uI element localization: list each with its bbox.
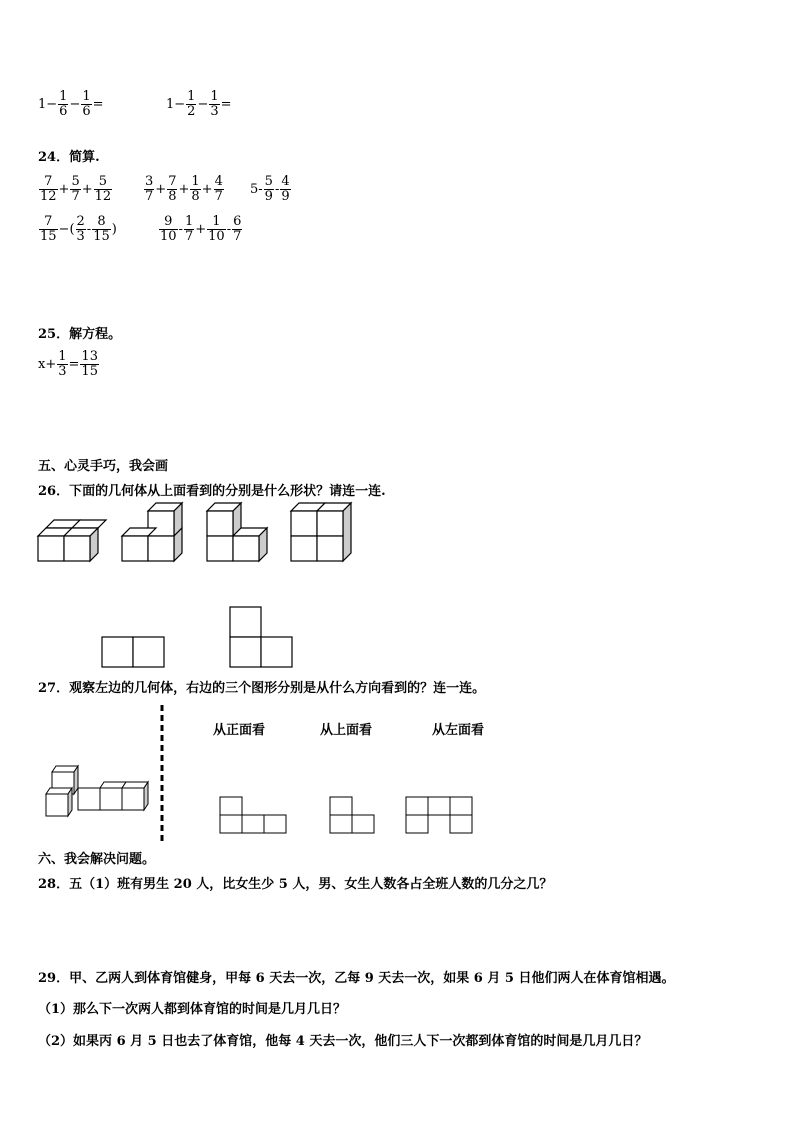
operator: - [178, 222, 183, 237]
equals-sign: = [92, 97, 104, 112]
fraction [70, 175, 80, 204]
numerator: 1 [58, 349, 67, 364]
operator: + [178, 182, 190, 197]
q24-expr-4 [38, 215, 117, 244]
numerator: 2 [76, 214, 85, 229]
fraction [207, 215, 226, 244]
q28-title: 28．五（1）班有男生 20 人，比女生少 5 人，男、女生人数各占全班人数的几分之几？ [38, 877, 553, 892]
q24-expr-2 [143, 175, 225, 204]
view-2 [330, 797, 374, 833]
solid-4 [291, 503, 351, 561]
denominator: 6 [59, 104, 68, 119]
view-label-front: 从正面看 [213, 723, 266, 738]
expr-text: x+ [38, 357, 57, 372]
denominator: 15 [40, 229, 57, 244]
fraction [92, 215, 111, 244]
q27-title: 27．观察左边的几何体，右边的三个图形分别是从什么方向看到的？连一连。 [38, 681, 486, 696]
view-label-left: 从左面看 [432, 723, 485, 738]
denominator: 7 [145, 189, 154, 204]
solid-3 [207, 503, 267, 561]
numerator: 1 [82, 89, 91, 104]
numerator: 7 [168, 174, 177, 189]
operator: - [86, 222, 92, 237]
fraction [76, 215, 86, 244]
top-view-2 [230, 607, 292, 667]
denominator: 12 [40, 189, 57, 204]
fraction [214, 175, 224, 204]
solid-1 [38, 520, 106, 561]
numerator: 1 [207, 215, 226, 230]
denominator: 6 [82, 104, 91, 119]
fraction [80, 350, 99, 379]
fraction [186, 90, 196, 119]
fraction [39, 215, 58, 244]
numerator: 5 [94, 175, 113, 190]
expr-text: 5- [250, 182, 263, 197]
numerator: 5 [71, 174, 80, 189]
fraction [159, 215, 178, 244]
fraction [94, 175, 113, 204]
fraction [209, 90, 219, 119]
numerator: 1 [187, 89, 196, 104]
fraction [184, 215, 194, 244]
fraction [58, 90, 68, 119]
denominator: 8 [191, 189, 200, 204]
q24-title: 24．简算. [38, 150, 100, 165]
denominator: 15 [93, 229, 110, 244]
denominator: 15 [81, 364, 98, 379]
operator: −( [58, 222, 75, 237]
denominator: 7 [71, 189, 80, 204]
q29-sub-2: （2）如果丙 6 月 5 日也去了体育馆，他每 4 天去一次，他们三人下一次都到体育馆的时间是几月几日？ [38, 1034, 648, 1049]
q24-expr-1 [38, 175, 113, 204]
numerator: 4 [281, 174, 290, 189]
operator: + [195, 222, 207, 237]
q24-expr-3 [250, 175, 292, 204]
q26-title: 26．下面的几何体从上面看到的分别是什么形状？请连一连. [38, 484, 386, 499]
denominator: 10 [160, 229, 177, 244]
denominator: 2 [187, 104, 196, 119]
fraction [232, 215, 242, 244]
section-6-title: 六、我会解决问题。 [38, 852, 156, 867]
fraction [167, 175, 177, 204]
operator: − [69, 97, 81, 112]
numerator: 3 [145, 174, 154, 189]
view-label-top: 从上面看 [320, 723, 373, 738]
numerator: 4 [214, 174, 223, 189]
q25-equation [38, 350, 100, 379]
numerator: 1 [210, 89, 219, 104]
expr-text: 1− [166, 97, 186, 112]
denominator: 10 [208, 229, 225, 244]
denominator: 9 [264, 189, 273, 204]
fraction [190, 175, 200, 204]
operator: + [81, 182, 93, 197]
denominator: 7 [214, 189, 223, 204]
solid-q27 [46, 766, 148, 816]
denominator: 8 [168, 189, 177, 204]
q29-sub-1: （1）那么下一次两人都到体育馆的时间是几月几日？ [38, 1002, 347, 1017]
operator: ) [111, 222, 117, 237]
q25-title: 25．解方程。 [38, 327, 122, 342]
denominator: 3 [58, 364, 67, 379]
numerator: 9 [159, 215, 178, 230]
fraction [57, 350, 67, 379]
numerator: 7 [39, 175, 58, 190]
fraction [280, 175, 290, 204]
section-5-title: 五、心灵手巧，我会画 [38, 459, 169, 474]
q29-title: 29．甲、乙两人到体育馆健身，甲每 6 天去一次，乙每 9 天去一次，如果 6 月 5 日他们两人在体育馆相遇。 [38, 971, 675, 986]
operator: + [155, 182, 167, 197]
view-1 [220, 797, 286, 833]
denominator: 7 [233, 229, 242, 244]
q23-expr-1 [38, 90, 104, 119]
operator: + [201, 182, 213, 197]
numerator: 7 [39, 215, 58, 230]
expr-text: 1− [38, 97, 58, 112]
numerator: 6 [233, 214, 242, 229]
denominator: 12 [94, 189, 112, 204]
view-3 [406, 797, 472, 833]
denominator: 7 [184, 229, 194, 244]
numerator: 1 [191, 174, 200, 189]
fraction [264, 175, 274, 204]
fraction [39, 175, 58, 204]
fraction [144, 175, 154, 204]
numerator: 5 [264, 174, 273, 189]
operator: - [226, 222, 232, 237]
denominator: 3 [76, 229, 85, 244]
operator: − [197, 97, 209, 112]
numerator: 8 [92, 215, 111, 230]
denominator: 3 [210, 104, 219, 119]
q24-expr-5 [158, 215, 243, 244]
fraction [81, 90, 91, 119]
q23-expr-2 [166, 90, 232, 119]
equals-sign: = [220, 97, 232, 112]
numerator: 1 [59, 89, 68, 104]
top-view-1 [102, 637, 164, 667]
solid-2 [122, 503, 182, 561]
denominator: 9 [281, 189, 290, 204]
operator: - [274, 182, 280, 197]
numerator: 13 [81, 349, 98, 364]
numerator: 1 [184, 214, 194, 229]
q26-figures [30, 495, 370, 670]
operator: + [58, 182, 70, 197]
equals-sign: = [68, 357, 80, 372]
